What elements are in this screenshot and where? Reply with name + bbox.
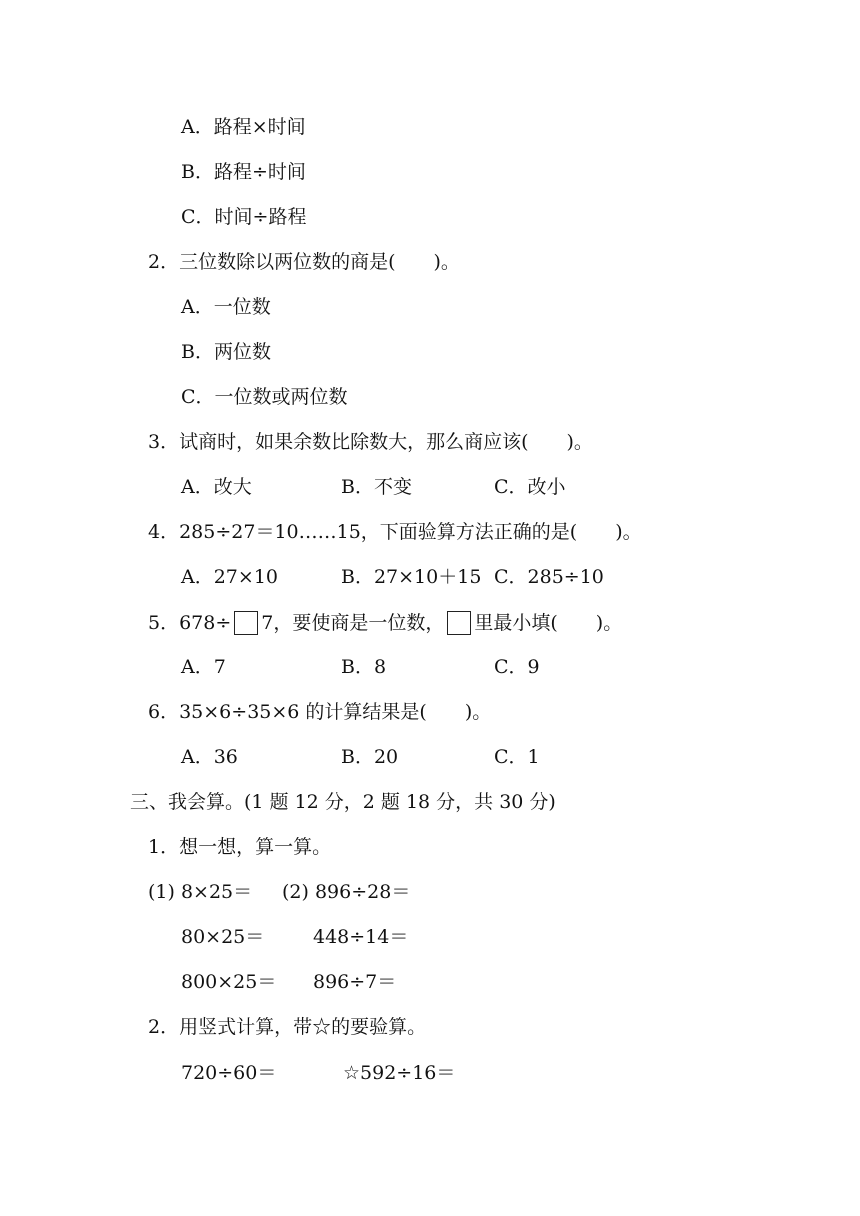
q1-option-b: B．路程÷时间 [181,161,306,183]
s3-part1-r1c1: (1) 8×25＝ [148,881,253,903]
blank-box [447,611,471,635]
q5-option-a: A．7 [181,656,226,678]
q3-option-c: C．改小 [494,476,566,498]
q2-stem: 2．三位数除以两位数的商是( )。 [148,251,460,273]
s3-part1-r2c2: 448÷14＝ [313,926,409,948]
q5-stem [148,611,622,635]
q2-option-b: B．两位数 [181,341,271,363]
q4-stem: 4．285÷27＝10……15，下面验算方法正确的是( )。 [148,521,642,543]
q1-option-c: C．时间÷路程 [181,206,307,228]
q3-stem: 3．试商时，如果余数比除数大，那么商应该( )。 [148,431,593,453]
s3-part2-title: 2．用竖式计算，带☆的要验算。 [148,1016,427,1038]
s3-part1-r3c1: 800×25＝ [181,971,277,993]
q4-option-a: A．27×10 [181,566,278,588]
q4-option-c: C．285÷10 [494,566,604,588]
q3-option-a: A．改大 [181,476,252,498]
q6-option-c: C．1 [494,746,540,768]
s3-part1-r3c2: 896÷7＝ [313,971,397,993]
q1-option-a: A．路程×时间 [181,116,306,138]
section-3-heading: 三、我会算。(1 题 12 分，2 题 18 分，共 30 分) [130,791,556,813]
q6-option-a: A．36 [181,746,238,768]
q5-option-b: B．8 [341,656,387,678]
blank-box [234,611,258,635]
q5-stem-part-3: 里最小填( )。 [474,612,623,634]
s3-part1-r2c1: 80×25＝ [181,926,265,948]
q6-option-b: B．20 [341,746,399,768]
q5-stem-part-2: 7，要使商是一位数， [261,612,445,634]
s3-part1-r1c2: (2) 896÷28＝ [282,881,411,903]
q6-stem: 6．35×6÷35×6 的计算结果是( )。 [148,701,492,723]
s3-part2-calc-1: 720÷60＝ [181,1062,277,1084]
s3-part2-calc-2: ☆592÷16＝ [343,1062,456,1084]
q5-stem-part-1: 5．678÷ [148,612,232,634]
s3-part1-title: 1．想一想，算一算。 [148,836,332,858]
q2-option-c: C．一位数或两位数 [181,386,348,408]
q3-option-b: B．不变 [341,476,412,498]
q4-option-b: B．27×10＋15 [341,566,482,588]
q2-option-a: A．一位数 [181,296,271,318]
q5-option-c: C．9 [494,656,540,678]
